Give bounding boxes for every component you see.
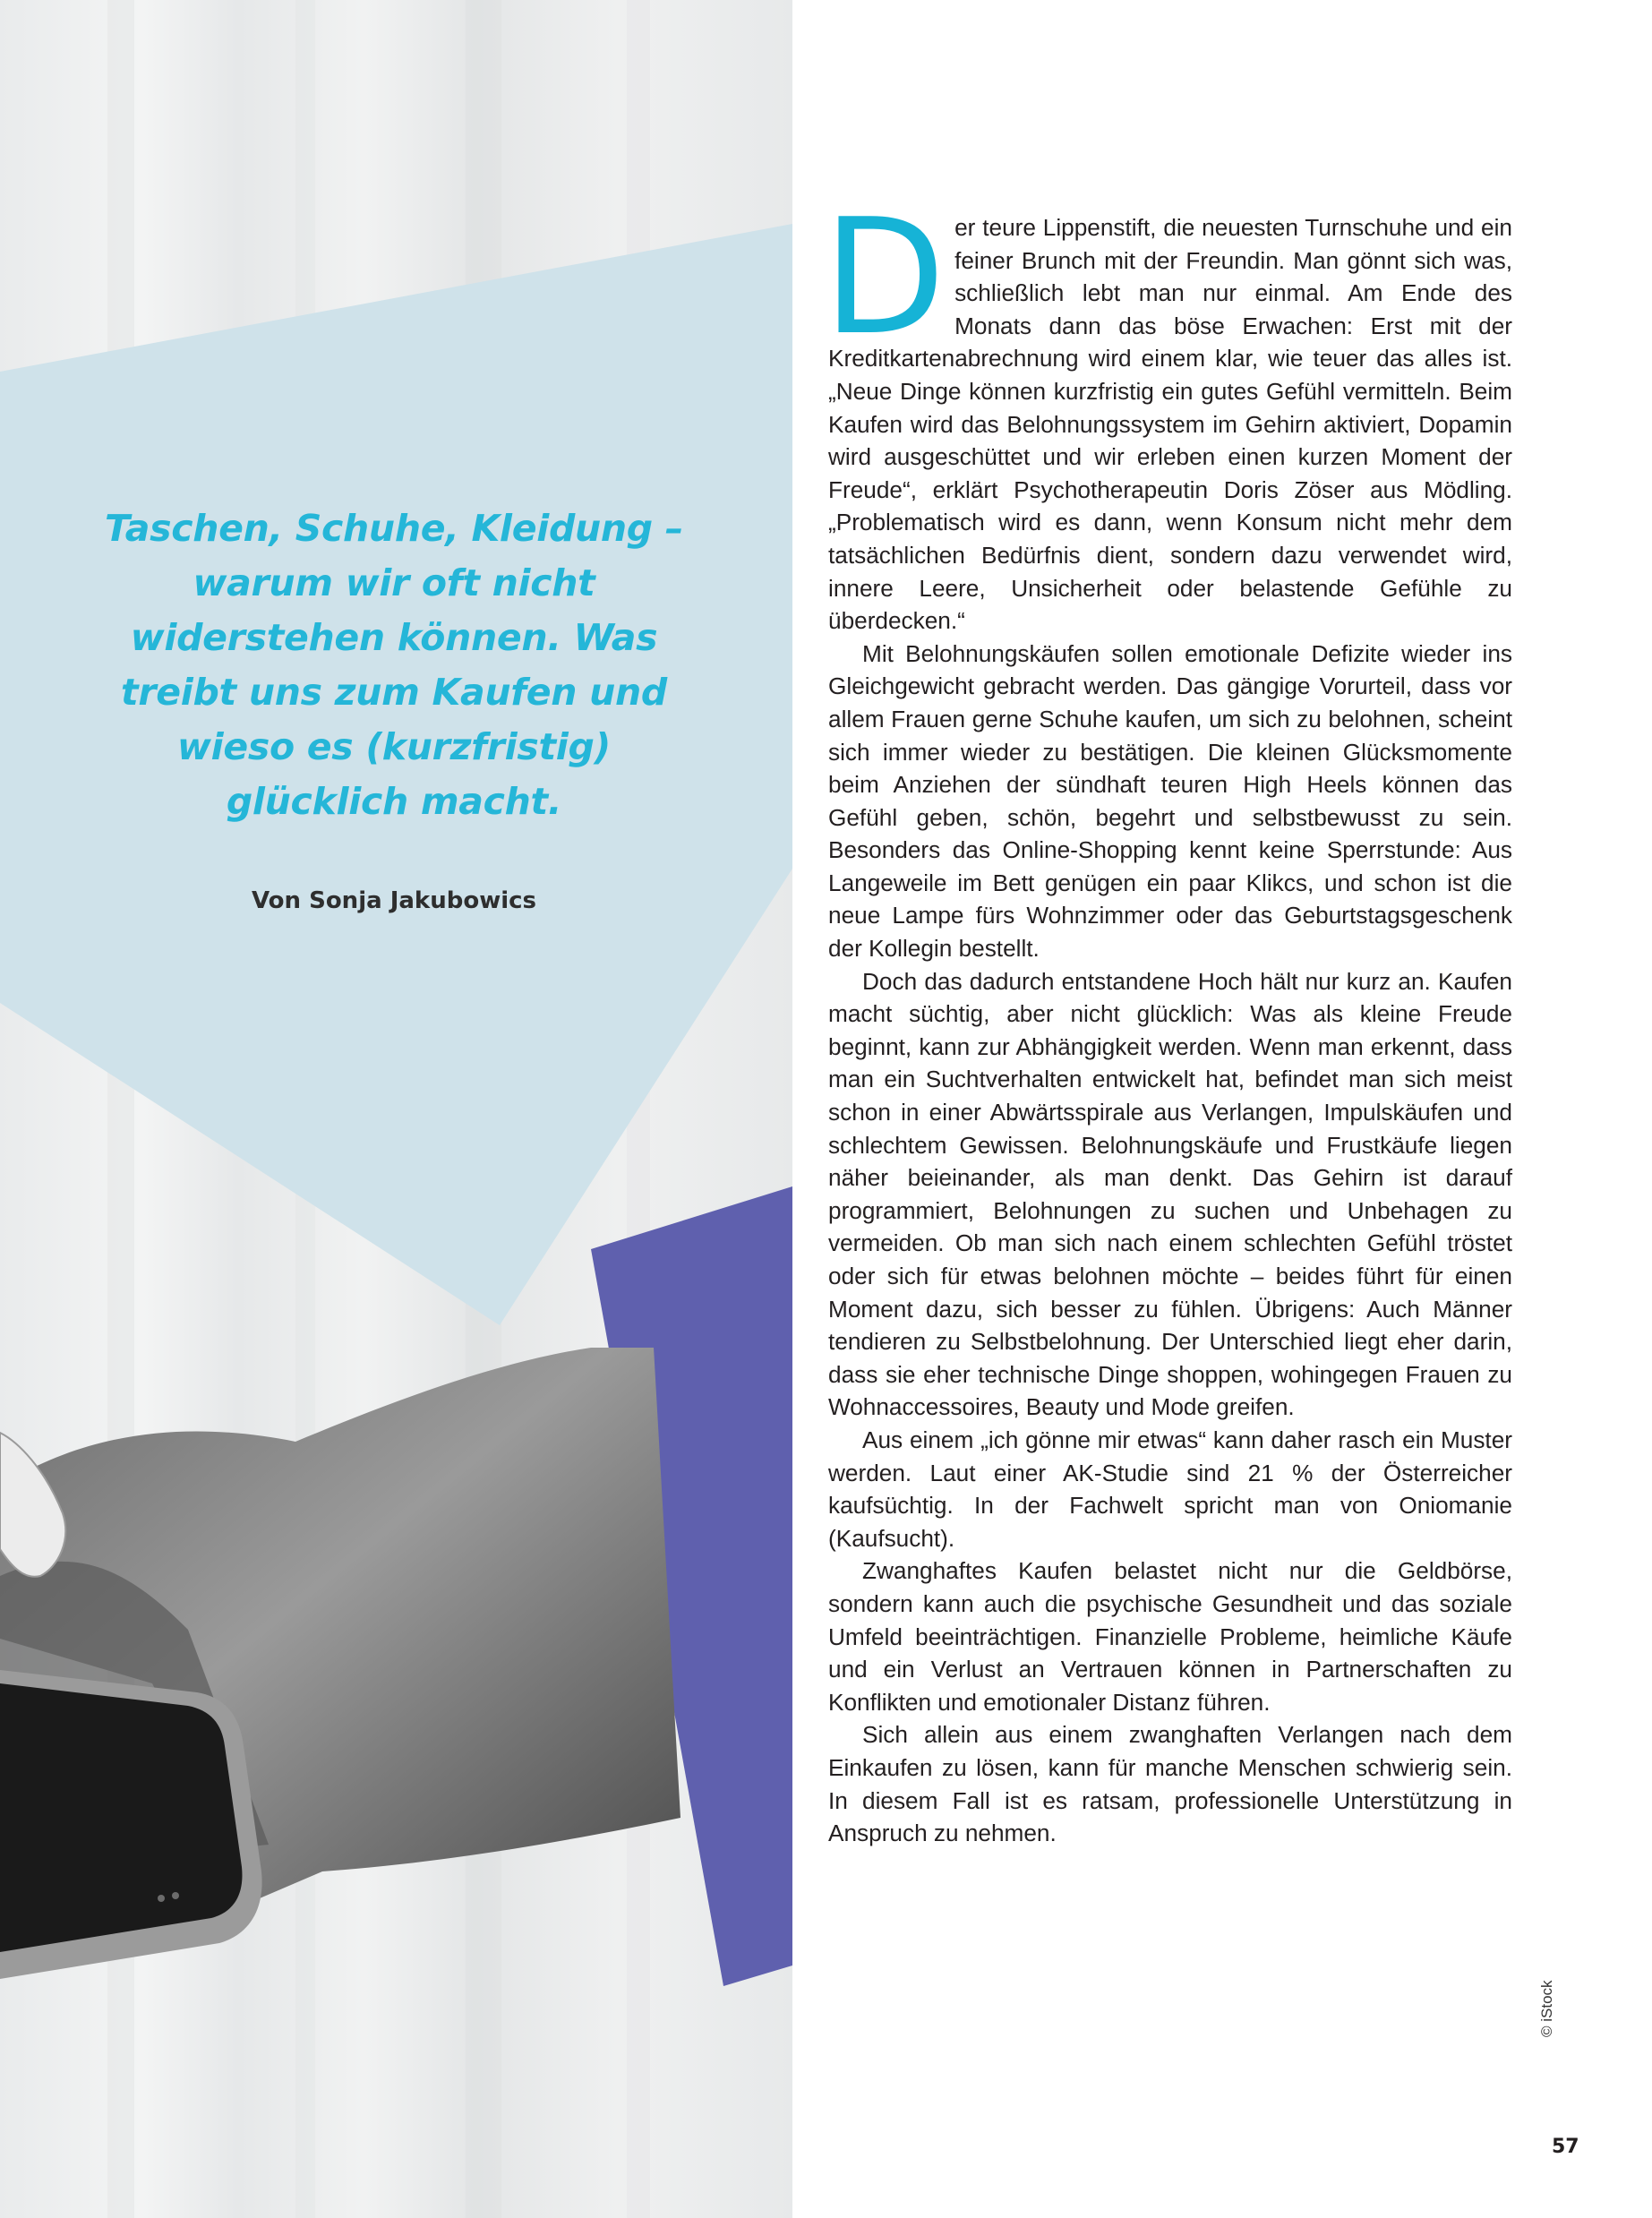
page-number: 57 (1552, 2136, 1579, 2158)
sneaker-fragment (0, 1433, 65, 1577)
article-paragraph: Zwanghaftes Kaufen belastet nicht nur die Geldbörse, sondern kann auch die psychische Gesundheit und das soziale Umfeld beeinträchtigen. Finanzielle Probleme, heimliche Käufe und ein Verlust an Vertrauen können in Partnerschaften zu Konflikten und emotionaler Distanz führen. (828, 1557, 1512, 1716)
article-paragraph: Sich allein aus einem zwanghaften Verlangen nach dem Einkaufen zu lösen, kann für manche Menschen schwierig sein. In diesem Fall ist es ratsam, professionelle Unterstützung in Anspruch zu nehmen. (828, 1721, 1512, 1847)
hero-photo-collage (0, 0, 792, 2218)
paragraph-text: er teure Lippenstift, die neuesten Turnschuhe und ein feiner Brunch mit der Freundin. Man gönnt sich was, schließlich lebt man nur einmal. Am Ende des Monats dann das böse Erwachen: Erst mit der Kreditkartenabrechnung wird einem klar, wie teuer das alles ist. „Neue Dinge können kurzfristig ein gutes Gefühl vermitteln. Beim Kaufen wird das Belohnungssystem im Gehirn aktiviert, Dopamin wird ausgeschüttet und wir erleben einen kurzen Moment der Freude“, erklärt Psychotherapeutin Doris Zöser aus Mödling. „Problematisch wird es dann, wenn Konsum nicht mehr dem tatsächlichen Bedürfnis dient, sondern dazu verwendet wird, innere Leere, Unsicherheit oder belastende Gefühle zu überdecken.“ (828, 214, 1512, 635)
drop-cap: D (823, 184, 946, 370)
article-body (823, 184, 1512, 1850)
article-paragraph (823, 184, 1512, 638)
author-byline: Von Sonja Jakubowics (251, 887, 537, 914)
photo-credit: © iStock (1538, 1980, 1555, 2037)
article-paragraph: Doch das dadurch entstandene Hoch hält nur kurz an. Kaufen macht süchtig, aber nicht glücklich: Was als kleine Freude beginnt, kann zur Abhängigkeit werden. Wenn man erkennt, dass man ein Suchtverhalten entwickelt hat, befindet man sich meist schon in einer Abwärtsspirale aus Verlangen, Impulskäufen und schlechtem Gewissen. Belohnungskäufe und Frustkäufe liegen näher beieinander, als man denkt. Das Gehirn ist darauf programmiert, Belohnungen zu suchen und Unbehagen zu vermeiden. Ob man sich nach einem schlechten Gefühl tröstet oder sich für etwas belohnen möchte – beides führt für einen Moment dazu, sich besser zu fühlen. Übrigens: Auch Männer tendieren zu Selbstbelohnung. Der Unterschied liegt eher darin, dass sie eher technische Dinge shoppen, wohingegen Frauen zu Wohnaccessoires, Beauty und Mode greifen. (828, 967, 1512, 1421)
article-intro (98, 501, 689, 914)
article-teaser: Taschen, Schuhe, Kleidung – warum wir oft nicht widerstehen können. Was treibt uns zum Kaufen und wieso es (kurzfristig) glücklich macht. (105, 507, 683, 823)
article-paragraph: Aus einem „ich gönne mir etwas“ kann daher rasch ein Muster werden. Laut einer AK-Studie sind 21 % der Österreicher kaufsüchtig. In der Fachwelt spricht man von Oniomanie (Kaufsucht). (828, 1426, 1512, 1552)
collage-graphic (0, 0, 792, 2218)
article-paragraph: Mit Belohnungskäufen sollen emotionale Defizite wieder ins Gleichgewicht gebracht werden. Das gängige Vorurteil, dass vor allem Frauen gerne Schuhe kaufen, um sich zu belohnen, scheint sich immer wieder zu bestätigen. Die kleinen Glücksmomente beim Anziehen der sündhaft teuren High Heels können das Gefühl geben, schön, begehrt und selbstbewusst zu sein. Besonders das Online-Shopping kennt keine Sperrstunde: Aus Langeweile im Bett genügen ein paar Klikcs, und schon ist die neue Lampe fürs Wohnzimmer oder das Geburtstagsgeschenk der Kollegin bestellt. (828, 639, 1512, 963)
